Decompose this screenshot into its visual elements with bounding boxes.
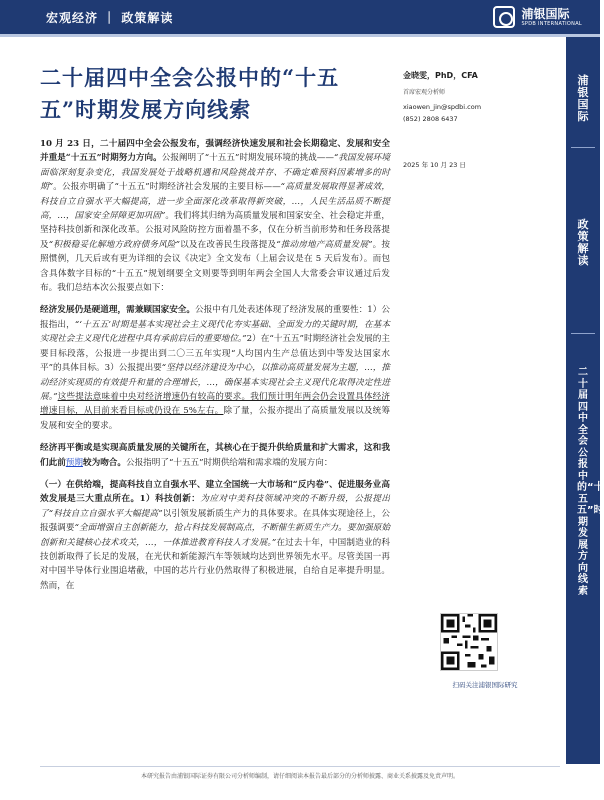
- author-email[interactable]: xiaowen_jin@spdbi.com: [403, 103, 482, 111]
- footer-divider: [40, 766, 560, 767]
- logo-icon: [493, 6, 515, 28]
- paragraph-1: [40, 137, 390, 295]
- author-name: 金晓雯，PhD，CFA: [403, 71, 478, 80]
- para3-lead: 经济再平衡或是实现高质量发展的关键所在，其核心在于提升供给质量和扩大需求，这和我们此前: [40, 443, 390, 468]
- para1-quote: “我国发展环境面临深刻复杂变化，我国发展处于战略机遇和风险挑战并存、不确定难预料因素增多的时期”: [40, 153, 390, 193]
- para4-text: 以引领发展新质生产力的具体要求。在具体实现途径上，公报强调要: [40, 508, 390, 534]
- para1-quote: “推动房地产高质量发展”: [276, 239, 373, 250]
- report-title: 二十届四中全会公报中的“十五五”时期发展方向线索: [40, 65, 340, 122]
- author-block: [403, 70, 553, 169]
- para1-text: 。公报亦明确了“十五五”时期经济社会发展的主要目标——: [53, 182, 281, 193]
- qr-caption: 扫码关注浦银国际研究: [452, 681, 518, 689]
- paragraph-4: [40, 478, 390, 593]
- para4-text: 为应对中美科技领域冲突的不断升级，公报提出了: [40, 494, 390, 519]
- para1-text: 公报阐明了“十五五”时期发展环境的挑战——: [161, 153, 334, 164]
- para4-quote: “全面增强自主创新能力，抢占科技发展制高点，不断催生新质生产力。要加强原始创新和关键核心技术攻关，…，一体推进教育科技人才发展。”: [40, 523, 390, 548]
- para2-text: 公报中有几处表述体现了经济发展的重要性：1）公报指出，: [40, 305, 390, 330]
- para3-text: 公报指明了“十五五”时期供给端和需求端的发展方向：: [125, 457, 333, 468]
- side-divider: [571, 147, 595, 148]
- logo-text-en: SPDB INTERNATIONAL: [521, 20, 582, 27]
- side-divider: [571, 333, 595, 334]
- para4-text: 在过去十年，中国制造业的科技创新取得了长足的发展，在光伏和新能源汽车等领域均达到世界领先水平。尽管美国一再对中国半导体行业围追堵截，中国的芯片行业仍然取得了积极进展，自给自足率提升明显。然而，在: [40, 537, 390, 591]
- qr-code[interactable]: [440, 613, 498, 671]
- footer-disclaimer: 本研究报告由浦银国际证券有限公司分析师编制，请仔细阅读本报告最后部分的分析师披露、商业关系披露及免责声明。: [140, 773, 459, 780]
- side-band: [566, 37, 604, 764]
- para2-underline: 这些提法意味着中央对经济增速仍有较高的要求。我们预计明年两会仍会设置具体经济增速目标，从目前来看目标或仍设在 5%左右。: [40, 391, 390, 417]
- para2-quote: “坚持以经济建设为中心，以推动高质量发展为主题，…，推动经济实现质的有效提升和量的合理增长，…，确保基本实现社会主义现代化取得决定性进展。”: [40, 363, 390, 402]
- side-label-type: 政策解读: [577, 218, 589, 267]
- side-label-brand: 浦银国际: [577, 74, 589, 123]
- header-bar: [0, 0, 600, 34]
- para1-text: 。按照惯例，几天后或有更为详细的会议《决定》全文发布（上届会议是在 5 天后发布）。而包含具体数字目标的“十五五”规划纲要全文则要等到明年两会全国人大常委会审议通过后发布。我们总结本次公报要点如下：: [40, 239, 390, 294]
- para1-quote: “积极稳妥化解地方政府债务风险”: [48, 239, 180, 250]
- author-phone: (852) 2808 6437: [403, 115, 458, 123]
- para2-text: 除了量，公报亦提出了高质量发展以及统筹发展和安全的要求。: [40, 406, 390, 431]
- header-divider: [0, 34, 600, 37]
- forecast-link[interactable]: 预期: [65, 457, 83, 468]
- paragraph-3: [40, 441, 390, 470]
- para1-text: 以及在改善民生段落提及: [179, 239, 277, 250]
- report-body: [40, 137, 390, 601]
- para1-text: 。我们将其归纳为高质量发展和国家安全、社会稳定并重，坚持科技创新和深化改革。公报对风险防控方面着墨不多，仅在分析当前形势和任务段落提及: [40, 211, 390, 250]
- para1-lead: 10 月 23 日，二十届四中全会公报发布，强调经济快速发展和社会长期稳定、发展和安全并重是“十五五”时期努力方向。: [40, 139, 390, 164]
- logo-text-cn: 浦银国际: [521, 6, 570, 21]
- author-role: 首席宏观分析师: [403, 89, 446, 96]
- report-date: 2025 年 10 月 23 日: [403, 161, 466, 169]
- section-label: 宏观经济 ｜ 政策解读: [46, 11, 174, 25]
- paragraph-2: [40, 303, 390, 433]
- para1-quote: “高质量发展取得显著成效，科技自立自强水平大幅提高，进一步全面深化改革取得新突破，…，人民生活品质不断提高，…，国家安全屏障更加巩固”: [40, 182, 390, 222]
- para2-lead: 经济发展仍是硬道理，需兼顾国家安全。: [40, 305, 196, 316]
- brand-logo: [493, 3, 582, 31]
- side-label-title: 二十届四中全会公报中的“十五五”时期发展方向线索: [577, 367, 604, 597]
- para3-lead: 较为吻合。: [83, 457, 126, 468]
- para2-quote: “‘十五五’时期是基本实现社会主义现代化夯实基础、全面发力的关键时期，在基本实现社会主义现代化进程中具有承前启后的重要地位。”: [40, 319, 390, 345]
- para4-quote: “科技自立自强水平大幅提高”: [48, 508, 163, 519]
- subsection-heading: （一）在供给端，提高科技自立自强水平、建立全国统一大市场和“反内卷”、促进服务业高效发展是三大重点所在。1）科技创新：: [40, 479, 390, 505]
- para2-text: 2）在“十五五”时期经济社会发展的主要目标段落，公报进一步提出到二〇三五年实现“人均国内生产总值达到中等发达国家水平”的具体目标。3）公报提出要: [40, 334, 390, 374]
